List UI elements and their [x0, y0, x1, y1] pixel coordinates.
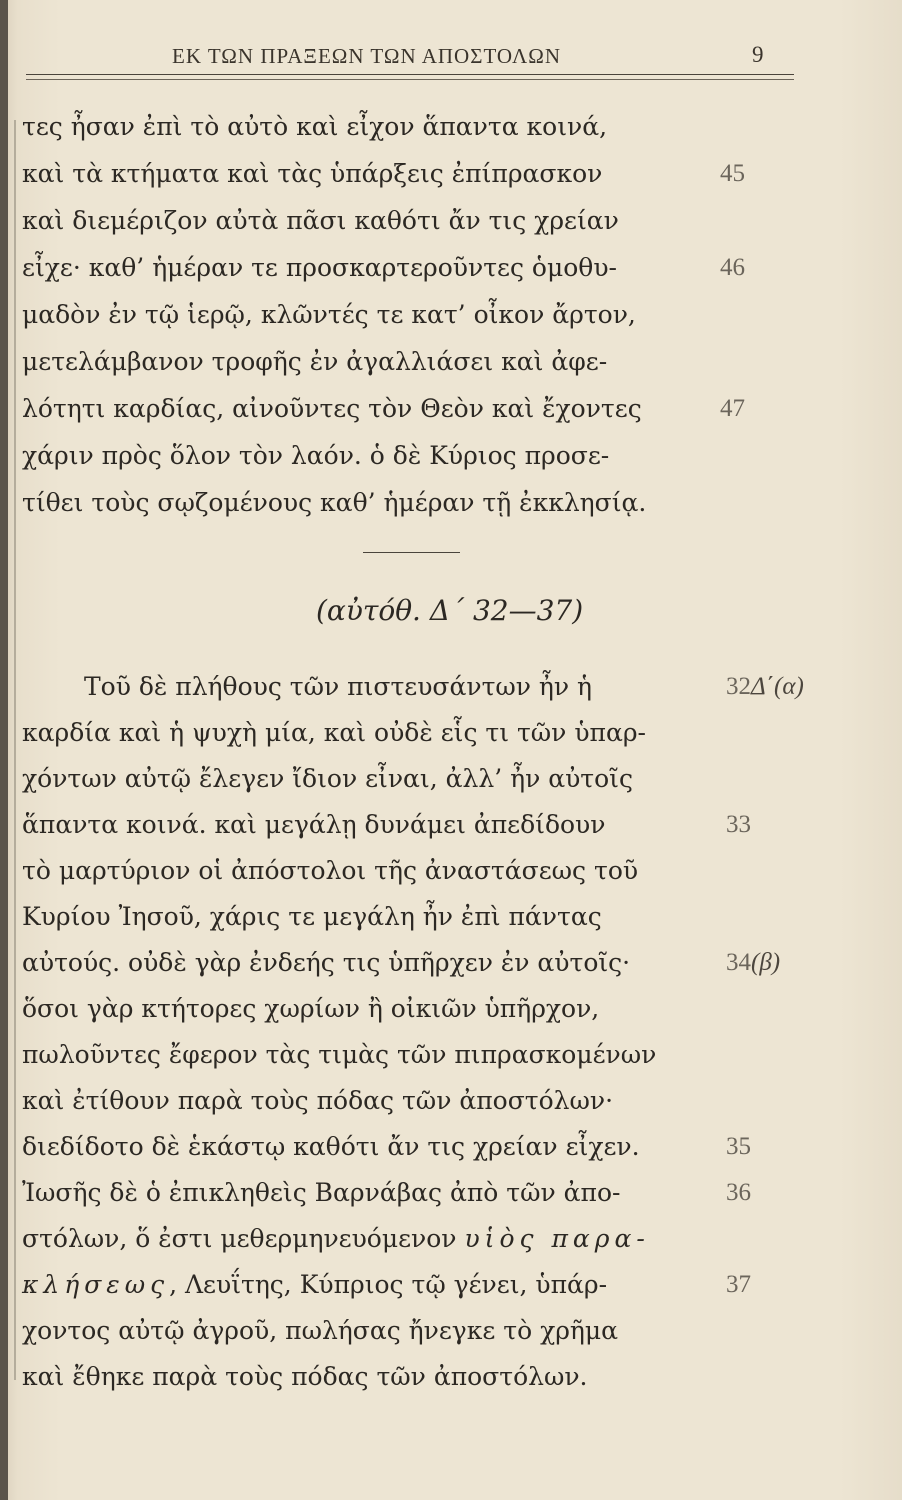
text-line: μαδὸν ἐν τῷ ἱερῷ, κλῶντές τε κατ’ οἶκον ἄρτον, — [22, 300, 636, 329]
verse-number-group — [726, 948, 780, 978]
text-line-composite — [22, 1270, 607, 1300]
text-line: πωλοῦντες ἔφερον τὰς τιμὰς τῶν πιπρασκομένων — [22, 1040, 657, 1069]
spaced-phrase-end: κλήσεως — [22, 1270, 170, 1299]
section-divider — [363, 552, 460, 553]
margin-line — [14, 120, 16, 1380]
section-reference: (αὐτόθ. Δ΄ 32—37) — [316, 594, 584, 627]
text-line: καρδία καὶ ἡ ψυχὴ μία, καὶ οὐδὲ εἷς τι τῶν ὑπαρ- — [22, 718, 646, 747]
verse-number: 34 — [726, 949, 751, 976]
text-segment: στόλων, ὅ ἐστι μεθερμηνευόμενον — [22, 1224, 457, 1253]
text-line: εἶχε· καθ’ ἡμέραν τε προσκαρτεροῦντες ὁμοθυ- — [22, 253, 617, 282]
text-line: Ἰωσῆς δὲ ὁ ἐπικληθεὶς Βαρνάβας ἀπὸ τῶν ἀπο- — [22, 1178, 621, 1207]
text-line: τίθει τοὺς σῳζομένους καθ’ ἡμέραν τῇ ἐκκλησίᾳ. — [22, 488, 647, 517]
text-line: τες ἦσαν ἐπὶ τὸ αὐτὸ καὶ εἶχον ἅπαντα κοινά, — [22, 112, 608, 141]
binding-edge — [0, 0, 8, 1500]
text-line: καὶ διεμέριζον αὐτὰ πᾶσι καθότι ἄν τις χρείαν — [22, 206, 619, 235]
verse-number: 35 — [726, 1133, 751, 1160]
verse-number: 33 — [726, 811, 751, 838]
text-line: καὶ ἔθηκε παρὰ τοὺς πόδας τῶν ἀποστόλων. — [22, 1362, 588, 1391]
verse-number: 36 — [726, 1179, 751, 1206]
header-rule-thin — [26, 79, 794, 80]
text-line: λότητι καρδίας, αἰνοῦντες τὸν Θεὸν καὶ ἔχοντες — [22, 394, 642, 423]
chapter-marker: Δ΄(α) — [751, 673, 804, 700]
verse-number: 45 — [720, 160, 745, 187]
verse-number: 46 — [720, 254, 745, 281]
text-line: διεδίδοτο δὲ ἑκάστῳ καθότι ἄν τις χρείαν εἶχεν. — [22, 1132, 640, 1161]
verse-number: 32 — [726, 673, 751, 700]
text-line: καὶ τὰ κτήματα καὶ τὰς ὑπάρξεις ἐπίπρασκον — [22, 159, 603, 188]
page-number: 9 — [752, 42, 764, 67]
spaced-phrase: υἱὸς παρα- — [464, 1224, 650, 1253]
text-line: Κυρίου Ἰησοῦ, χάρις τε μεγάλη ἦν ἐπὶ πάντας — [22, 902, 602, 931]
text-line: ὅσοι γὰρ κτήτορες χωρίων ἢ οἰκιῶν ὑπῆρχον, — [22, 994, 600, 1023]
text-line: χόντων αὐτῷ ἔλεγεν ἴδιον εἶναι, ἀλλ’ ἦν αὐτοῖς — [22, 764, 633, 793]
text-line: χάριν πρὸς ὅλον τὸν λαόν. ὁ δὲ Κύριος προσε- — [22, 441, 610, 470]
verse-number-group — [726, 672, 804, 702]
header-rule — [26, 74, 794, 75]
chapter-marker: (β) — [751, 949, 781, 976]
verse-number: 47 — [720, 395, 745, 422]
text-line: χοντος αὐτῷ ἀγροῦ, πωλήσας ἤνεγκε τὸ χρῆμα — [22, 1316, 619, 1345]
text-line: Τοῦ δὲ πλήθους τῶν πιστευσάντων ἦν ἡ — [84, 672, 593, 701]
verse-number: 37 — [726, 1271, 751, 1298]
text-line-composite — [22, 1224, 650, 1254]
running-title: ΕΚ ΤΩΝ ΠΡΑΞΕΩΝ ΤΩΝ ΑΠΟΣΤΟΛΩΝ — [172, 44, 562, 68]
text-line: μετελάμβανον τροφῆς ἐν ἀγαλλιάσει καὶ ἀφε- — [22, 347, 608, 376]
text-line: αὐτούς. οὐδὲ γὰρ ἐνδεής τις ὑπῆρχεν ἐν αὐτοῖς· — [22, 948, 631, 977]
text-line: ἅπαντα κοινά. καὶ μεγάλῃ δυνάμει ἀπεδίδουν — [22, 810, 606, 839]
text-line: τὸ μαρτύριον οἱ ἀπόστολοι τῆς ἀναστάσεως τοῦ — [22, 856, 639, 885]
text-line: καὶ ἐτίθουν παρὰ τοὺς πόδας τῶν ἀποστόλων· — [22, 1086, 614, 1115]
text-segment: , Λευΐτης, Κύπριος τῷ γένει, ὑπάρ- — [169, 1270, 608, 1299]
